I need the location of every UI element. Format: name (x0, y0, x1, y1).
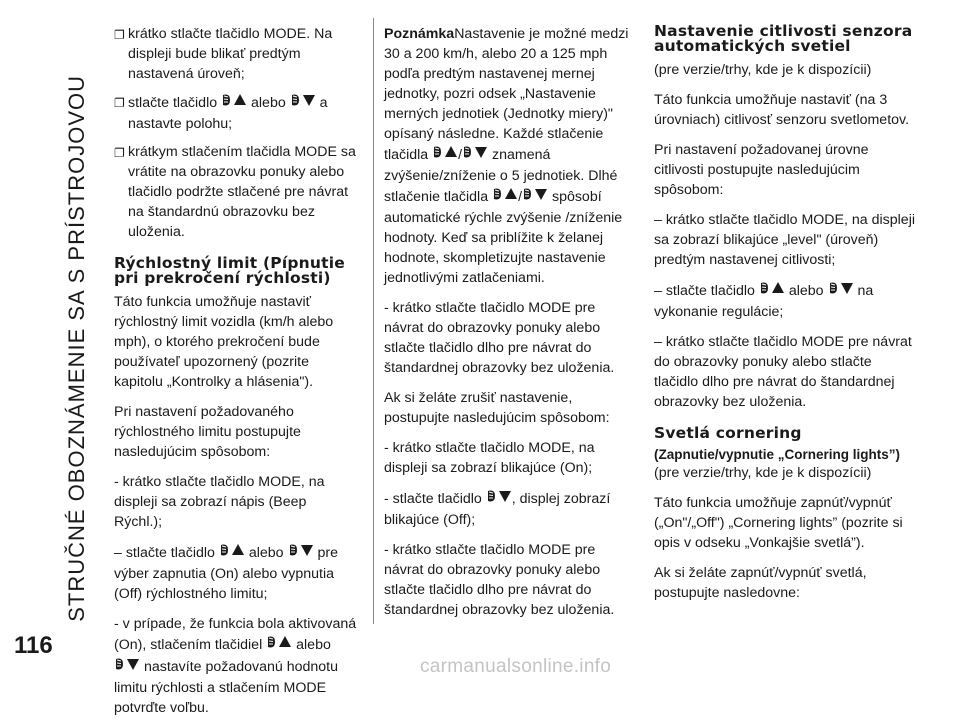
headlamp-up-icon (266, 634, 292, 656)
note-paragraph: PoznámkaNastavenie je možné medzi 30 a 200 km/h, alebo 20 a 125 mph podľa predtým nastavenej mernej jednotky, pozri odsek „Nastavenie merných jednotiek (Jednotky miery)" opísaný následne. Každé stlačenie tlačidla / znamená zvýšenie/zníženie o 5 jednotiek. Dlhé stlačenie tlačidla / spôsobí automatické rýchle zvýšenie /zníženie hodnoty. Keď sa priblížite k želanej hodnote, skompletizujte nastavenie jednotlivými zatlačeniami. (384, 26, 629, 286)
section-subheading-cornering: (Zapnutie/vypnutie „Cornering lights”) (654, 447, 900, 462)
paragraph: Ak si želáte zapnúť/vypnúť svetlá, postupujte nasledovne: (654, 565, 867, 601)
paragraph: Ak si želáte zrušiť nastavenie, postupujte nasledujúcim spôsobom: (384, 390, 610, 426)
checkbox-bullet-icon: ❐ (114, 96, 125, 110)
availability-note: (pre verzie/trhy, kde je k dispozícii) (654, 465, 872, 481)
headlamp-up-icon (219, 542, 245, 564)
headlamp-down-icon (828, 280, 854, 302)
availability-note: (pre verzie/trhy, kde je k dispozícii) (654, 62, 872, 78)
checkbox-bullet-icon: ❐ (114, 28, 125, 42)
list-item (114, 142, 358, 242)
paragraph: Táto funkcia umožňuje nastaviť rýchlostný limit vozidla (km/h alebo mph), o ktorého prekročení bude používateľ upozornený (pozrite kapitolu „Kontrolky a hlásenia"). (114, 294, 334, 390)
paragraph: - krátko stlačte tlačidlo MODE, na displeji sa zobrazí blikajúce (On); (384, 440, 595, 476)
paragraph: - krátko stlačte tlačidlo MODE pre návrat do obrazovky ponuky alebo stlačte tlačidlo dlho pre návrat do štandardnej obrazovky bez uloženia. (384, 300, 615, 376)
list-item (114, 92, 358, 134)
list-item (114, 24, 358, 84)
sidebar-vertical-title-container (52, 22, 90, 622)
paragraph: Táto funkcia umožňuje zapnúť/vypnúť („On"/„Off") „Cornering lights” (pozrite si opis v odseku „Vonkajšie svetlá”). (654, 495, 903, 551)
paragraph: - krátko stlačte tlačidlo MODE, na displeji sa zobrazí nápis (Beep Rýchl.); (114, 474, 325, 530)
list-item-text: krátkym stlačením tlačidla MODE sa vrátite na obrazovku ponuky alebo tlačidlo podržte stlačené pre návrat na štandardnú obrazovku bez uloženia. (128, 144, 356, 240)
section-heading-light-sensor: Nastavenie citlivosti senzora automatických svetiel (654, 22, 913, 55)
section-heading-cornering: Svetlá cornering (654, 424, 802, 442)
headlamp-down-icon (522, 186, 548, 208)
headlamp-down-icon (114, 656, 140, 678)
column-1 (114, 24, 358, 728)
headlamp-up-icon (759, 280, 785, 302)
watermark: carmanualsonline.info (420, 656, 612, 677)
headlamp-up-icon (221, 92, 247, 114)
column-2 (384, 24, 634, 630)
headlamp-down-icon (462, 144, 488, 166)
headlamp-up-icon (432, 144, 458, 166)
headlamp-down-icon (288, 542, 314, 564)
headlamp-down-icon (486, 488, 512, 510)
checkbox-bullet-icon: ❐ (114, 146, 125, 160)
list-item-text: krátko stlačte tlačidlo MODE. Na displeji bude blikať predtým nastavená úroveň; (128, 26, 333, 82)
section-heading-speed-limit: Rýchlostný limit (Pípnutie pri prekročení rýchlosti) (114, 254, 345, 287)
paragraph: – krátko stlačte tlačidlo MODE, na displeji sa zobrazí blikajúce „level" (úroveň) predtým nastavenej citlivosti; (654, 212, 916, 268)
headlamp-up-icon (492, 186, 518, 208)
paragraph: – krátko stlačte tlačidlo MODE pre návrat do obrazovky ponuky alebo stlačte tlačidlo dlho pre návrat do štandardnej obrazovky bez uloženia. (654, 334, 912, 410)
paragraph: – stlačte tlačidlo alebo na vykonanie regulácie; (654, 280, 916, 322)
paragraph: - v prípade, že funkcia bola aktivovaná (On), stlačením tlačidiel alebo nastavíte požadovanú hodnotu limitu rýchlosti a stlačením MODE potvrďte voľbu. (114, 616, 357, 716)
paragraph: - krátko stlačte tlačidlo MODE pre návrat do obrazovky ponuky alebo stlačte tlačidlo dlho pre návrat do štandardnej obrazovky bez uloženia. (384, 542, 615, 618)
paragraph: - stlačte tlačidlo , displej zobrazí blikajúce (Off); (384, 488, 634, 530)
headlamp-down-icon (290, 92, 316, 114)
section-vertical-title: STRUČNÉ OBOZNÁMENIE SA S PRÍSTROJOVOU (64, 75, 89, 622)
list-item-text: stlačte tlačidlo alebo a nastavte polohu; (128, 92, 358, 134)
paragraph: – stlačte tlačidlo alebo pre výber zapnutia (On) alebo vypnutia (Off) rýchlostného limitu; (114, 542, 358, 604)
paragraph: Pri nastavení požadovanej úrovne citlivosti postupujte nasledujúcim spôsobom: (654, 142, 869, 198)
page-number: 116 (14, 632, 53, 659)
column-3 (654, 24, 916, 613)
paragraph: Táto funkcia umožňuje nastaviť (na 3 úrovniach) citlivosť senzoru svetlometov. (654, 92, 910, 128)
paragraph: Pri nastavení požadovaného rýchlostného limitu postupujte nasledujúcim spôsobom: (114, 404, 301, 460)
note-label: Poznámka (384, 26, 455, 42)
column-divider (373, 18, 374, 624)
